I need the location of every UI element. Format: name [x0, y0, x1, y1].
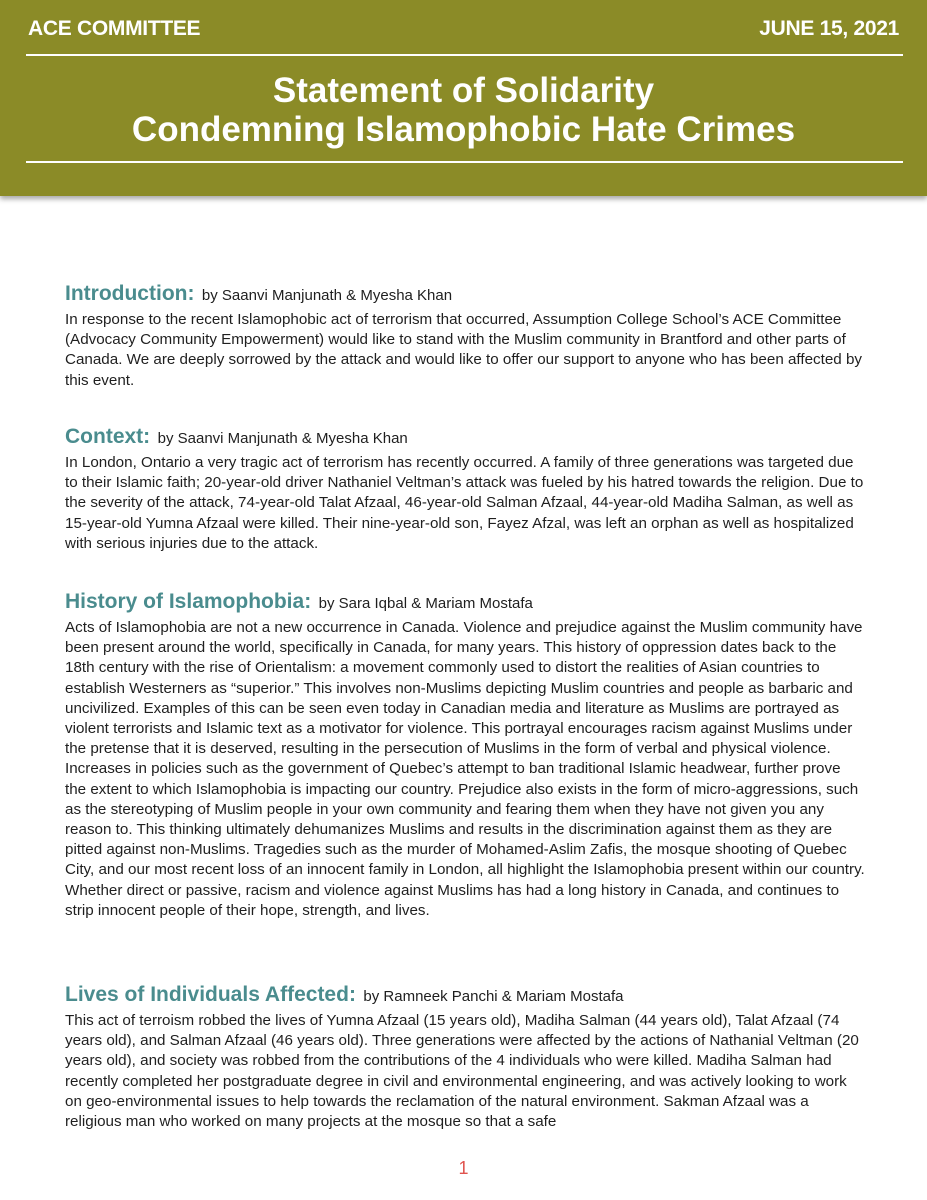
section-paragraph: Acts of Islamophobia are not a new occurrence in Canada. Violence and prejudice against the Muslim community have been present around the world, specifically in Canada, for many years. This history of oppression dates back to the 18th century with the rise of Orientalism: a movement commonly used to distort the realities of Asian countries to establish Westerners as “superior.” This involves non-Muslims depicting Muslim countries and people as barbaric and uncivilized. Examples of this can be seen even today in Canadian media and literature as Muslims are portrayed as violent terrorists and Islamic text as a motivator for violence. This portrayal encourages racism against Muslims under the pretense that it is deserved, resulting in the persecution of Muslims in the form of verbal and physical violence. Increases in policies such as the government of Quebec’s attempt to ban traditional Islamic headwear, further prove the extent to which Islamophobia is impacting our country. Prejudice also exists in the form of micro-aggressions, such as the stereotyping of Muslim people in your own community and fearing them when they have not given you any reason to. This thinking ultimately dehumanizes Muslims and results in the discrimination against them as they are pitted against non-Muslims. Tragedies such as the murder of Mohamed-Aslim Zafis, the mosque shooting of Quebec City, and our most recent loss of an innocent family in London, all highlight the Islamophobia present within our country. Whether direct or passive, racism and violence against Muslims has had a long history in Canada, and continues to strip innocent people of their hope, strength, and lives.: [65, 619, 865, 919]
page-title: [0, 71, 927, 149]
section-authors: by Ramneek Panchi & Mariam Mostafa: [363, 988, 624, 1005]
section-context: [65, 423, 865, 554]
organization-name: ACE COMMITTEE: [28, 17, 201, 40]
section-authors: by Saanvi Manjunath & Myesha Khan: [157, 430, 408, 447]
bottom-divider: [26, 161, 903, 163]
section-heading-line: [65, 423, 865, 453]
section-introduction: [65, 280, 865, 391]
section-lives-affected: [65, 981, 865, 1132]
statement-date: JUNE 15, 2021: [759, 17, 899, 40]
section-heading: Introduction:: [65, 282, 195, 305]
section-authors: by Sara Iqbal & Mariam Mostafa: [318, 595, 533, 612]
header-banner: [0, 0, 927, 196]
page-number: 1: [458, 1158, 469, 1178]
section-paragraph: This act of terroism robbed the lives of Yumna Afzaal (15 years old), Madiha Salman (44 years old), Talat Afzaal (74 years old), and Salman Afzaal (46 years old). Three generations were affected by the actions of Nathanial Veltman (20 years old), and society was robbed from the contributions of the 4 individuals who were killed. Madiha Salman had recently completed her postgraduate degree in civil and environmental engineering, and was actively looking to work on geo-environmental issues to help towards the reclamation of the natural environment. Sakman Afzaal was a religious man who worked on many projects at the mosque so that a safe: [65, 1012, 859, 1131]
section-paragraph: In response to the recent Islamophobic act of terrorism that occurred, Assumption College School’s ACE Committee (Advocacy Community Empowerment) would like to stand with the Muslim community in Brantford and other parts of Canada. We are deeply sorrowed by the attack and would like to offer our support to anyone who has been affected by this event.: [65, 311, 863, 389]
section-heading: Context:: [65, 425, 151, 448]
section-heading: History of Islamophobia:: [65, 590, 312, 613]
top-divider: [26, 54, 903, 56]
section-heading-line: [65, 588, 865, 618]
section-paragraph: In London, Ontario a very tragic act of terrorism has recently occurred. A family of three generations was targeted due to their Islamic faith; 20-year-old driver Nathaniel Veltman’s attack was fueled by his hatred towards the religion. Due to the severity of the attack, 74-year-old Talat Afzaal, 46-year-old Salman Afzaal, 44-year-old Madiha Salman, as well as 15-year-old Yumna Afzaal were killed. Their nine-year-old son, Fayez Afzal, was left an orphan as well as hospitalized with serious injuries due to the attack.: [65, 454, 864, 552]
section-heading: Lives of Individuals Affected:: [65, 983, 356, 1006]
title-line-2: Condemning Islamophobic Hate Crimes: [131, 110, 796, 149]
section-heading-line: [65, 280, 865, 310]
section-authors: by Saanvi Manjunath & Myesha Khan: [201, 287, 453, 304]
section-history: [65, 588, 865, 921]
section-heading-line: [65, 981, 865, 1011]
title-line-1: Statement of Solidarity: [272, 71, 655, 110]
